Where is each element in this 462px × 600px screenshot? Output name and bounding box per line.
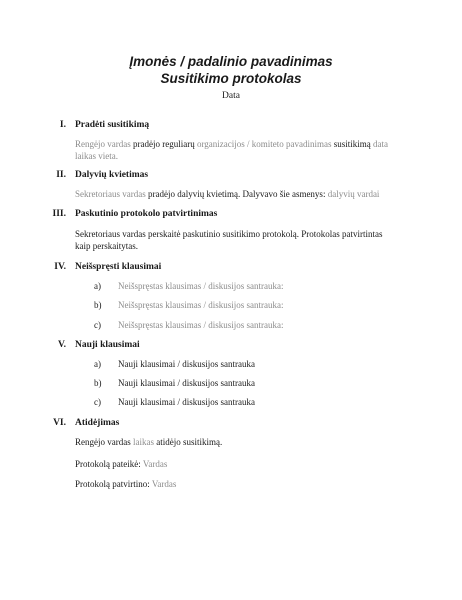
approved-by-line <box>75 478 395 490</box>
new-issue-a-letter: a) <box>94 359 101 369</box>
open-issue-b-text: Neišspręstas klausimas / diskusijos santrauka: <box>118 300 284 310</box>
section-1-period: . <box>115 151 118 161</box>
document-title: Susitikimo protokolas <box>160 71 302 86</box>
attendees-placeholder: dalyvių vardai <box>327 189 380 199</box>
section-6-heading: Atidėjimas <box>75 418 120 428</box>
section-2-numeral: II. <box>56 170 66 180</box>
submitted-by-label: Protokolą pateikė: <box>75 459 143 469</box>
section-2-text: pradėjo dalyvių kvietimą. Dalyvavo šie asmenys: <box>145 189 328 199</box>
section-4-heading: Neišspręsti klausimai <box>75 262 162 272</box>
adjournment-text-a: Rengėjo vardas <box>75 437 133 447</box>
new-issue-b-letter: b) <box>94 378 102 388</box>
open-issue-a-letter: a) <box>94 281 101 291</box>
open-issue-c-text: Neišspręstas klausimas / diskusijos santrauka: <box>118 320 284 330</box>
new-issue-c-letter: c) <box>94 397 101 407</box>
section-2-heading: Dalyvių kvietimas <box>75 170 149 180</box>
section-3-heading: Paskutinio protokolo patvirtinimas <box>75 209 218 219</box>
section-6-numeral: VI. <box>53 418 66 428</box>
section-2-body <box>75 188 435 200</box>
section-4-numeral: IV. <box>54 262 66 272</box>
new-issue-c-text: Nauji klausimai / diskusijos santrauka <box>118 397 255 407</box>
company-title: Įmonės / padalinio pavadinimas <box>129 54 333 69</box>
open-issue-b-letter: b) <box>94 300 102 310</box>
submitted-by-line <box>75 458 395 470</box>
section-1-heading: Pradėti susitikimą <box>75 120 150 130</box>
section-3-line-2: kaip perskaitytas. <box>75 241 138 251</box>
open-issue-a-text: Neišspręstas klausimas / diskusijos santrauka: <box>118 281 284 291</box>
section-5-numeral: V. <box>57 340 66 350</box>
open-issue-c-letter: c) <box>94 320 101 330</box>
new-issue-b-text: Nauji klausimai / diskusijos santrauka <box>118 378 255 388</box>
section-1-body <box>75 138 395 162</box>
submitted-by-name-placeholder: Vardas <box>142 459 168 469</box>
adjournment-line <box>75 436 395 448</box>
adjournment-text-b: atidėjo susitikimą. <box>153 437 223 447</box>
section-3-line-1: Sekretoriaus vardas perskaitė paskutinio susitikimo protokolą. Protokolas patvirtintas <box>75 229 383 239</box>
host-name-placeholder: Rengėjo vardas <box>75 139 131 149</box>
secretary-name-placeholder: Sekretoriaus vardas <box>75 189 146 199</box>
approved-by-label: Protokolą patvirtino: <box>75 479 152 489</box>
date-placeholder: Data <box>222 91 240 101</box>
section-1-text-b: susitikimą <box>331 139 374 149</box>
section-3-numeral: III. <box>52 209 66 219</box>
time-placeholder: laikas <box>132 437 154 447</box>
section-1-text-a: pradėjo reguliarų <box>130 139 197 149</box>
section-1-numeral: I. <box>59 120 66 130</box>
section-5-heading: Nauji klausimai <box>75 340 140 350</box>
approved-by-name-placeholder: Vardas <box>151 479 177 489</box>
date-time-place-placeholder: data laikas vieta <box>75 139 389 161</box>
organization-placeholder: organizacijos / komiteto pavadinimas <box>196 139 332 149</box>
new-issue-a-text: Nauji klausimai / diskusijos santrauka <box>118 359 255 369</box>
